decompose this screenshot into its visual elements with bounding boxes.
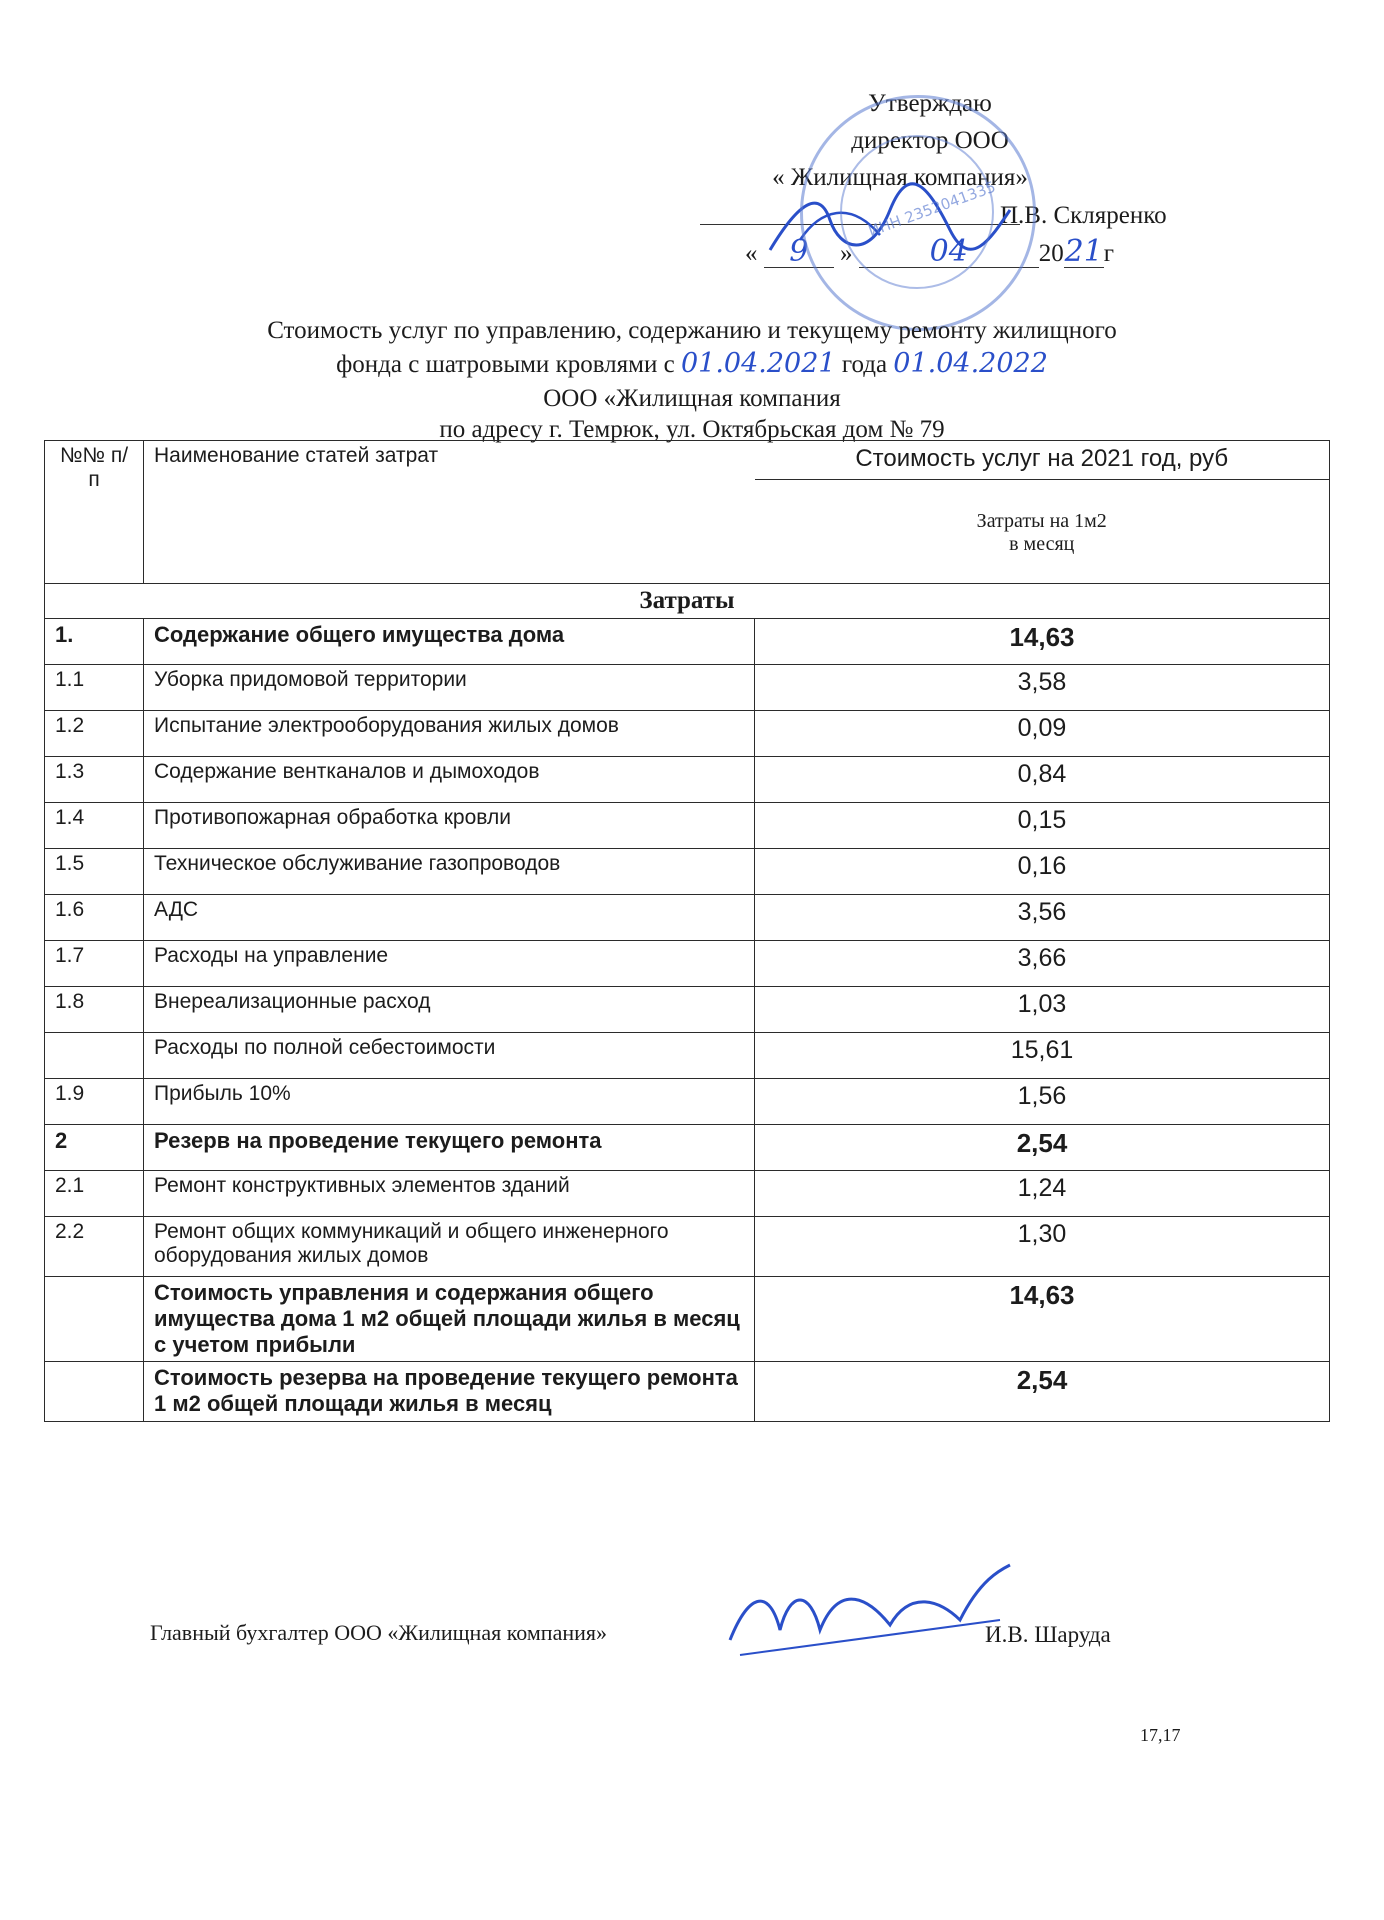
row-value: 0,15 — [755, 803, 1330, 849]
table-row — [45, 711, 1330, 757]
table-row — [45, 941, 1330, 987]
row-number: 1.5 — [45, 849, 144, 895]
title-line-3: ООО «Жилищная компания — [543, 385, 841, 412]
title-line-1: Стоимость услуг по управлению, содержанию и текущему ремонту жилищного — [267, 317, 1117, 344]
row-value: 0,09 — [755, 711, 1330, 757]
date-mid: » — [840, 240, 853, 267]
row-number — [45, 1362, 144, 1422]
accountant-label: Главный бухгалтер ООО «Жилищная компания» — [150, 1620, 607, 1645]
row-name: Содержание общего имущества дома — [144, 619, 755, 665]
header-cost — [755, 441, 1330, 584]
row-value: 0,84 — [755, 757, 1330, 803]
table-row — [45, 1217, 1330, 1277]
date-month: 04 — [859, 236, 1039, 268]
row-name: Противопожарная обработка кровли — [144, 803, 755, 849]
row-number: 1.7 — [45, 941, 144, 987]
row-number: 1. — [45, 619, 144, 665]
date-day: 9 — [764, 236, 834, 268]
row-number: 1.2 — [45, 711, 144, 757]
section-row — [45, 584, 1330, 619]
row-value: 3,58 — [755, 665, 1330, 711]
row-value: 3,66 — [755, 941, 1330, 987]
table-row — [45, 1362, 1330, 1422]
row-number: 2.2 — [45, 1217, 144, 1277]
table-row — [45, 757, 1330, 803]
row-name: Расходы на управление — [144, 941, 755, 987]
header-cost-title: Стоимость услуг на 2021 год, руб — [755, 441, 1330, 480]
table-row — [45, 803, 1330, 849]
row-value: 1,56 — [755, 1079, 1330, 1125]
row-name: Испытание электрооборудования жилых домов — [144, 711, 755, 757]
cost-table — [44, 440, 1330, 1422]
row-value: 3,56 — [755, 895, 1330, 941]
row-name: Техническое обслуживание газопроводов — [144, 849, 755, 895]
table-row — [45, 895, 1330, 941]
table-row — [45, 665, 1330, 711]
row-number: 2 — [45, 1125, 144, 1171]
row-number: 1.1 — [45, 665, 144, 711]
row-value: 0,16 — [755, 849, 1330, 895]
date-suffix: г — [1103, 240, 1115, 267]
table-row — [45, 1033, 1330, 1079]
date-open: « — [745, 240, 758, 267]
row-number — [45, 1033, 144, 1079]
approval-position: директор ООО — [851, 127, 1009, 154]
row-value: 14,63 — [755, 1277, 1330, 1362]
table-row — [45, 1125, 1330, 1171]
row-name: Стоимость управления и содержания общего имущества дома 1 м2 общей площади жилья в месяц с учетом прибыли — [144, 1277, 755, 1362]
approval-heading: Утверждаю — [868, 90, 992, 117]
row-number: 1.6 — [45, 895, 144, 941]
row-name: Стоимость резерва на проведение текущего ремонта 1 м2 общей площади жилья в месяц — [144, 1362, 755, 1422]
accountant-signature — [720, 1560, 1020, 1670]
row-value: 1,24 — [755, 1171, 1330, 1217]
table-row — [45, 1171, 1330, 1217]
stamp-text: ИНН 2352041335 — [865, 177, 999, 241]
row-value: 14,63 — [755, 619, 1330, 665]
section-label: Затраты — [45, 584, 1330, 619]
title-line-2: фонда с шатровыми кровлями с 01.04.2021 года 01.04.2022 — [336, 348, 1048, 379]
header-cost-sub2: в месяц — [1009, 533, 1075, 555]
row-number: 1.9 — [45, 1079, 144, 1125]
row-value: 1,30 — [755, 1217, 1330, 1277]
row-name: АДС — [144, 895, 755, 941]
table-row — [45, 619, 1330, 665]
approval-director: П.В. Скляренко — [1000, 202, 1167, 229]
date-year: 21 — [1064, 234, 1103, 269]
row-name: Ремонт конструктивных элементов зданий — [144, 1171, 755, 1217]
row-name: Прибыль 10% — [144, 1079, 755, 1125]
table-row — [45, 849, 1330, 895]
row-number: 1.4 — [45, 803, 144, 849]
row-number — [45, 1277, 144, 1362]
row-value: 2,54 — [755, 1362, 1330, 1422]
row-number: 2.1 — [45, 1171, 144, 1217]
accountant-name: И.В. Шаруда — [985, 1622, 1111, 1647]
row-name: Резерв на проведение текущего ремонта — [144, 1125, 755, 1171]
table-row — [45, 1277, 1330, 1362]
header-cost-sub: Затраты на 1м2 — [976, 510, 1107, 532]
header-number: №№ п/п — [45, 441, 144, 584]
table-row — [45, 987, 1330, 1033]
page-note: 17,17 — [1140, 1725, 1181, 1745]
row-value: 2,54 — [755, 1125, 1330, 1171]
row-number: 1.3 — [45, 757, 144, 803]
date-to: 01.04.2022 — [893, 348, 1048, 379]
row-name: Содержание вентканалов и дымоходов — [144, 757, 755, 803]
row-name: Внереализационные расход — [144, 987, 755, 1033]
header-name: Наименование статей затрат — [144, 441, 755, 584]
row-value: 1,03 — [755, 987, 1330, 1033]
date-from: 01.04.2021 — [680, 348, 836, 379]
row-name: Ремонт общих коммуникаций и общего инженерного оборудования жилых домов — [144, 1217, 755, 1277]
table-header-row — [45, 441, 1330, 584]
title-line-4: по адресу г. Темрюк, ул. Октябрьская дом № 79 — [439, 416, 945, 443]
row-number: 1.8 — [45, 987, 144, 1033]
table-row — [45, 1079, 1330, 1125]
approval-company: « Жилищная компания» — [772, 164, 1028, 191]
date-year-prefix: 20 — [1038, 240, 1064, 267]
row-value: 15,61 — [755, 1033, 1330, 1079]
table-body — [45, 619, 1330, 1422]
row-name: Расходы по полной себестоимости — [144, 1033, 755, 1079]
row-name: Уборка придомовой территории — [144, 665, 755, 711]
